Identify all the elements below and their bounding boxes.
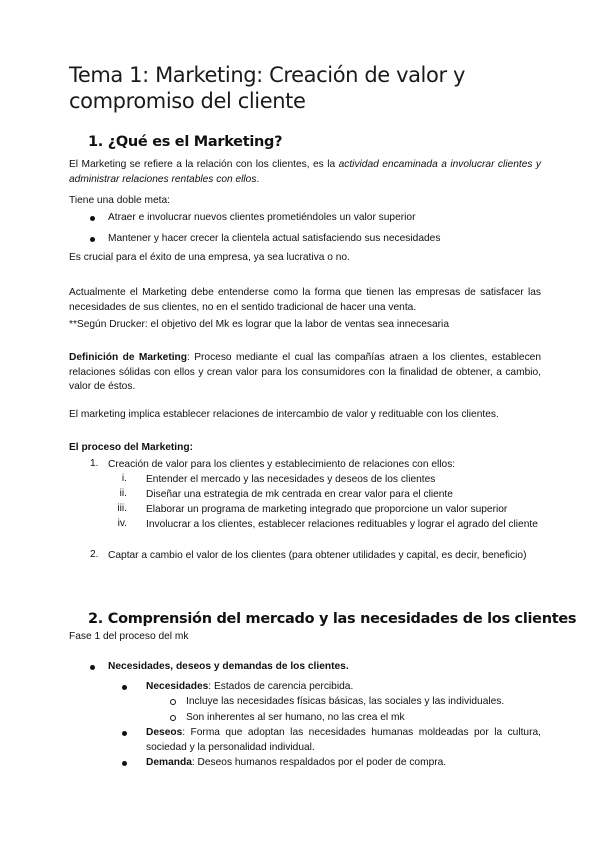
intro-italic-text: actividad encaminada a involucrar clientes y administrar relaciones rentables con ellos <box>69 159 542 185</box>
bullet-icon <box>90 216 95 221</box>
intro-paragraph <box>69 158 541 187</box>
bullet-icon <box>90 237 95 242</box>
crucial-paragraph: Es crucial para el éxito de una empresa, ya sea lucrativa o no. <box>69 252 350 263</box>
necesidades-sub-item: Incluye las necesidades físicas básicas, las sociales y las individuales. <box>186 696 505 707</box>
necesidades-label: Necesidades <box>146 681 209 692</box>
intro-text: El Marketing se refiere a la relación con los clientes, es la <box>69 159 339 170</box>
proceso-label: El proceso del Marketing: <box>69 442 193 453</box>
bullet-icon <box>122 685 127 690</box>
deseos-label: Deseos <box>146 727 183 738</box>
substep-number: iii. <box>117 503 127 514</box>
definition-text: : Proceso mediante el cual las compañías atraen a los clientes, establecen relaciones sólidas con ellos y crean valor para los consumidores con la finalidad de obtener, a cambio, valor de éstos. <box>69 352 541 392</box>
goal-item: Mantener y hacer crecer la clientela actual satisfaciendo sus necesidades <box>108 233 441 244</box>
substep-number: ii. <box>119 488 127 499</box>
document-title: Tema 1: Marketing: Creación de valor y compromiso del cliente <box>69 63 465 113</box>
demanda-label: Demanda <box>146 757 192 768</box>
substep-text: Involucrar a los clientes, establecer relaciones redituables y lograr el agrado del cliente <box>146 519 538 530</box>
substep-text: Diseñar una estrategia de mk centrada en crear valor para el cliente <box>146 489 453 500</box>
bullet-icon <box>90 665 95 670</box>
step-text: Creación de valor para los clientes y establecimiento de relaciones con ellos: <box>108 459 456 470</box>
necesidades-text: : Estados de carencia percibida. <box>208 681 354 692</box>
meta-label: Tiene una doble meta: <box>69 195 170 206</box>
substep-text: Entender el mercado y las necesidades y deseos de los clientes <box>146 474 436 485</box>
bullet-icon <box>122 761 127 766</box>
demanda-text: : Deseos humanos respaldados por el poder de compra. <box>191 757 447 768</box>
step-text: Captar a cambio el valor de los clientes (para obtener utilidades y capital, es decir, beneficio) <box>108 550 527 561</box>
drucker-note: **Según Drucker: el objetivo del Mk es lograr que la labor de ventas sea innecesaria <box>69 319 449 330</box>
demanda-item <box>146 756 446 771</box>
circle-bullet-icon <box>170 699 176 705</box>
intro-end: . <box>256 173 260 185</box>
circle-bullet-icon <box>170 715 176 721</box>
substep-number: iv. <box>117 518 127 529</box>
substep-text: Elaborar un programa de marketing integrado que proporcione un valor superior <box>146 504 508 515</box>
step-number: 1. <box>90 458 99 469</box>
necesidades-sub-item: Son inherentes al ser humano, no las crea el mk <box>186 712 405 723</box>
definition-paragraph <box>69 351 541 395</box>
substep-number: i. <box>121 473 127 484</box>
deseos-text: : Forma que adoptan las necesidades humanas moldeadas por la cultura, sociedad y la personalidad individual. <box>146 727 541 753</box>
bullet-icon <box>122 731 127 736</box>
actual-paragraph: Actualmente el Marketing debe entenderse como la forma que tienen las empresas de satisfacer las necesidades de sus clientes, no en el sentido tradicional de hacer una venta. <box>69 287 541 313</box>
definition-label: Definición de Marketing <box>69 352 188 363</box>
necesidades-item <box>146 680 353 695</box>
section-1-heading: 1. ¿Qué es el Marketing? <box>88 134 283 150</box>
top-bullet-text: Necesidades, deseos y demandas de los clientes. <box>108 661 349 672</box>
step-number: 2. <box>90 549 99 560</box>
implica-paragraph: El marketing implica establecer relaciones de intercambio de valor y redituable con los clientes. <box>69 409 499 420</box>
fase-label: Fase 1 del proceso del mk <box>69 631 189 642</box>
deseos-item <box>146 726 541 755</box>
section-2-heading: 2. Comprensión del mercado y las necesidades de los clientes <box>88 611 577 627</box>
goal-item: Atraer e involucrar nuevos clientes prometiéndoles un valor superior <box>108 212 416 223</box>
